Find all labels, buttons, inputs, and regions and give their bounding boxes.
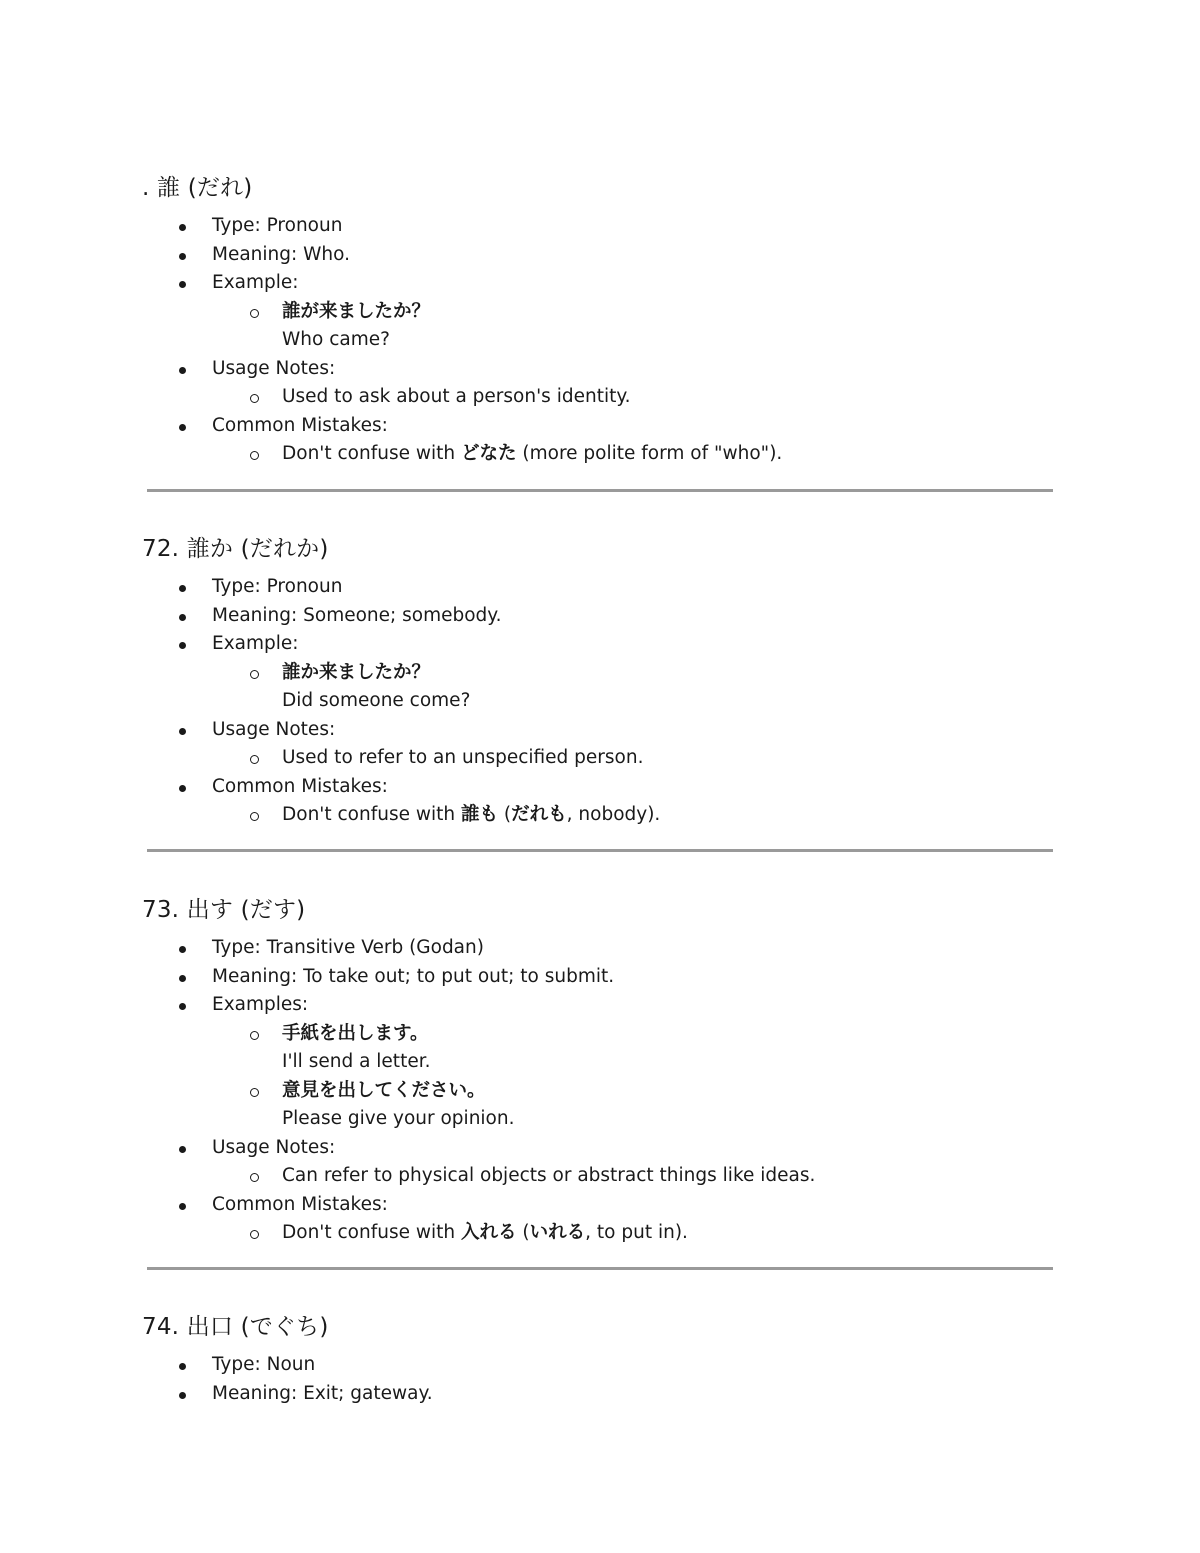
mistake-japanese: 入れる [461,1222,517,1243]
example-sentence [142,1077,1054,1134]
mistakes-item [142,773,1054,830]
mistake-note [142,1219,1054,1248]
example-japanese: 意見を出してください。 [282,1079,486,1101]
mistake-japanese-reading: いれる [529,1222,586,1243]
entry-heading: 74. 出口 (でぐち) [142,1314,329,1340]
example-list [212,659,1054,716]
meaning-item: Meaning: Exit; gateway. [142,1380,1054,1409]
example-sentence [142,659,1054,716]
mistake-japanese: どなた [461,443,517,464]
example-translation: Who came? [282,329,390,350]
mistake-japanese: 誰も [461,804,499,825]
example-list [212,1020,1054,1134]
mistake-text-post: , nobody). [566,804,661,825]
example-label: Example: [212,633,299,654]
type-item: Type: Pronoun [142,573,1054,602]
usage-note: Used to refer to an unspecified person. [142,744,1054,773]
meaning-item: Meaning: Who. [142,241,1054,270]
example-translation: I'll send a letter. [282,1051,431,1072]
section-divider [147,1267,1053,1270]
vocab-entry-deguchi [142,1313,1054,1408]
usage-label: Usage Notes: [212,718,336,740]
entry-details [142,934,1054,1248]
mistake-text-post: (more polite form of "who"). [516,443,783,464]
example-translation: Did someone come? [282,690,471,711]
mistake-text-pre: Don't confuse with [282,804,461,825]
example-item [142,991,1054,1134]
example-item [142,269,1054,355]
meaning-item: Meaning: Someone; somebody. [142,602,1054,631]
usage-list [212,744,1054,773]
example-label: Examples: [212,994,309,1015]
mistake-japanese-reading: だれも [511,804,567,825]
usage-item [142,1134,1054,1191]
example-list [212,298,1054,355]
usage-list [212,1162,1054,1191]
example-sentence [142,298,1054,355]
mistake-text-mid: ( [498,804,512,825]
mistakes-label: Common Mistakes: [212,414,388,436]
example-japanese: 誰が来ましたか？ [282,300,431,322]
entry-details [142,1351,1054,1408]
vocab-entry-dasu [142,896,1054,1248]
vocab-entry-dareka [142,535,1054,830]
mistakes-label: Common Mistakes: [212,775,388,797]
example-item [142,630,1054,716]
example-japanese: 手紙を出します。 [282,1022,429,1044]
mistakes-list [212,801,1054,830]
section-divider [147,489,1053,492]
example-translation: Please give your opinion. [282,1108,515,1129]
example-label: Example: [212,272,299,293]
mistake-text-post: , to put in). [585,1222,688,1243]
mistakes-item [142,412,1054,469]
usage-note: Can refer to physical objects or abstract things like ideas. [142,1162,1054,1191]
type-item: Type: Pronoun [142,212,1054,241]
usage-note: Used to ask about a person's identity. [142,383,1054,412]
example-japanese: 誰か来ましたか？ [282,661,431,683]
usage-item [142,355,1054,412]
mistakes-label: Common Mistakes: [212,1193,388,1215]
example-sentence [142,1020,1054,1077]
type-item: Type: Noun [142,1351,1054,1380]
entry-details [142,573,1054,830]
entry-details [142,212,1054,469]
usage-list [212,383,1054,412]
mistake-text-pre: Don't confuse with [282,443,461,464]
entry-heading: 73. 出す (だす) [142,897,306,923]
usage-item [142,716,1054,773]
mistake-note [142,440,1054,469]
mistake-note [142,801,1054,830]
mistakes-list [212,1219,1054,1248]
type-item: Type: Transitive Verb (Godan) [142,934,1054,963]
vocab-entry-dare [142,174,1054,469]
mistake-text-mid: ( [516,1222,530,1243]
mistake-text-pre: Don't confuse with [282,1222,461,1243]
section-divider [147,849,1053,852]
usage-label: Usage Notes: [212,357,336,379]
meaning-item: Meaning: To take out; to put out; to submit. [142,963,1054,992]
mistakes-item [142,1191,1054,1248]
entry-heading: 72. 誰か (だれか) [142,536,329,562]
entry-heading: . 誰 (だれ) [142,175,253,201]
usage-label: Usage Notes: [212,1136,336,1158]
mistakes-list [212,440,1054,469]
